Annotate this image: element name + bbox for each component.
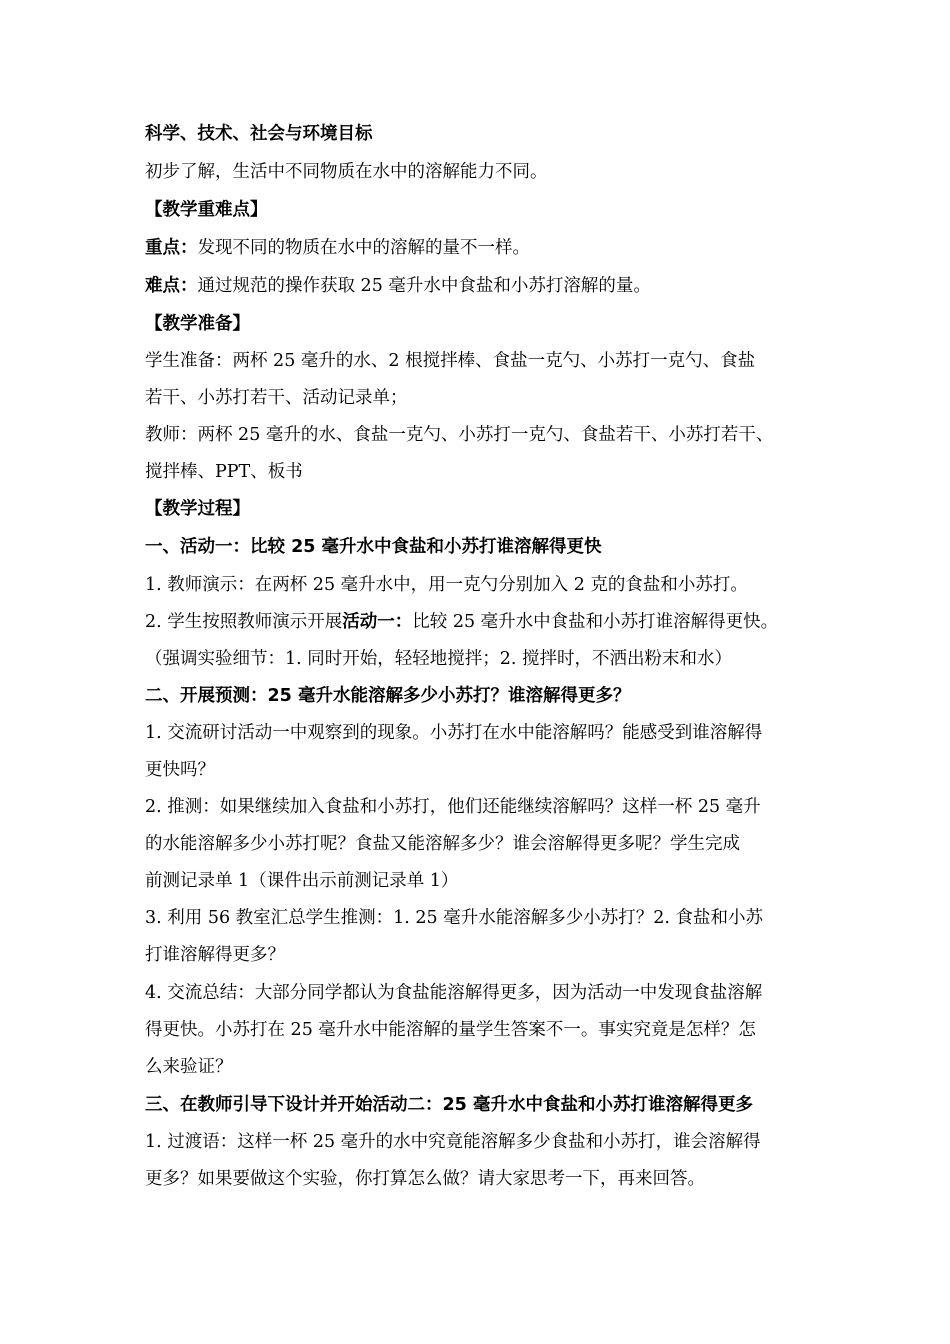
key-points-heading: 【教学重难点】: [145, 200, 268, 220]
section-2-item-2-line-1: 2. 推测：如果继续加入食盐和小苏打，他们还能继续溶解吗？这样一杯 25 毫升: [145, 797, 761, 817]
section-2-item-4-line-2: 得更快。小苏打在 25 毫升水中能溶解的量学生答案不一。事实究竟是怎样？怎: [145, 1020, 756, 1040]
section-1-heading: 一、活动一：比较 25 毫升水中食盐和小苏打谁溶解得更快: [145, 537, 602, 557]
section-2-item-1-line-1: 1. 交流研讨活动一中观察到的现象。小苏打在水中能溶解吗？能感受到谁溶解得: [145, 723, 763, 743]
section-2-item-2-line-2: 的水能溶解多少小苏打呢？食盐又能溶解多少？谁会溶解得更多呢？学生完成: [145, 834, 740, 854]
section-1-item-2-note: （强调实验细节：1. 同时开始，轻轻地搅拌；2. 搅拌时，不洒出粉末和水）: [145, 649, 733, 669]
preparation-heading: 【教学准备】: [145, 314, 250, 334]
teacher-prep-line-1: 教师：两杯 25 毫升的水、食盐一克勺、小苏打一克勺、食盐若干、小苏打若干、: [145, 425, 774, 445]
key-point-label: 重点：: [145, 238, 198, 258]
section-1-item-2-post: 比较 25 毫升水中食盐和小苏打谁溶解得更快。: [412, 612, 779, 632]
teacher-prep-line-2: 搅拌棒、PPT、板书: [145, 462, 303, 482]
section-2-item-1-line-2: 更快吗？: [145, 760, 215, 780]
student-prep-line-1: 学生准备：两杯 25 毫升的水、2 根搅拌棒、食盐一克勺、小苏打一克勺、食盐: [145, 351, 756, 371]
difficult-point-text: 通过规范的操作获取 25 毫升水中食盐和小苏打溶解的量。: [197, 276, 651, 296]
section-2-item-4-line-3: 么来验证？: [145, 1057, 233, 1077]
goal-text: 初步了解，生活中不同物质在水中的溶解能力不同。: [145, 162, 548, 182]
key-point-line: [145, 236, 530, 260]
section-3-heading: 三、在教师引导下设计并开始活动二：25 毫升水中食盐和小苏打谁溶解得更多: [145, 1095, 753, 1115]
section-2-item-3-line-2: 打谁溶解得更多？: [145, 945, 285, 965]
student-prep-line-2: 若干、小苏打若干、活动记录单；: [145, 388, 408, 408]
process-heading: 【教学过程】: [145, 499, 250, 519]
section-3-item-1-line-2: 更多？如果要做这个实验，你打算怎么做？请大家思考一下，再来回答。: [145, 1169, 705, 1189]
section-2-item-3-line-1: 3. 利用 56 教室汇总学生推测：1. 25 毫升水能溶解多少小苏打？2. 食盐和小苏: [145, 908, 764, 928]
section-1-item-2-pre: 2. 学生按照教师演示开展: [145, 612, 343, 632]
difficult-point-line: [145, 274, 651, 298]
goal-heading: 科学、技术、社会与环境目标: [145, 124, 373, 144]
key-point-text: 发现不同的物质在水中的溶解的量不一样。: [197, 238, 530, 258]
section-2-item-2-line-3: 前测记录单 1（课件出示前测记录单 1）: [145, 871, 459, 891]
section-1-item-1: 1. 教师演示：在两杯 25 毫升水中，用一克勺分别加入 2 克的食盐和小苏打。: [145, 575, 748, 595]
section-2-heading: 二、开展预测：25 毫升水能溶解多少小苏打？谁溶解得更多？: [145, 686, 631, 706]
section-2-item-4-line-1: 4. 交流总结：大部分同学都认为食盐能溶解得更多，因为活动一中发现食盐溶解: [145, 983, 763, 1003]
difficult-point-label: 难点：: [145, 276, 198, 296]
section-1-item-2-bold: 活动一：: [342, 612, 413, 632]
section-1-item-2: [145, 610, 778, 634]
section-3-item-1-line-1: 1. 过渡语：这样一杯 25 毫升的水中究竟能溶解多少食盐和小苏打，谁会溶解得: [145, 1132, 761, 1152]
